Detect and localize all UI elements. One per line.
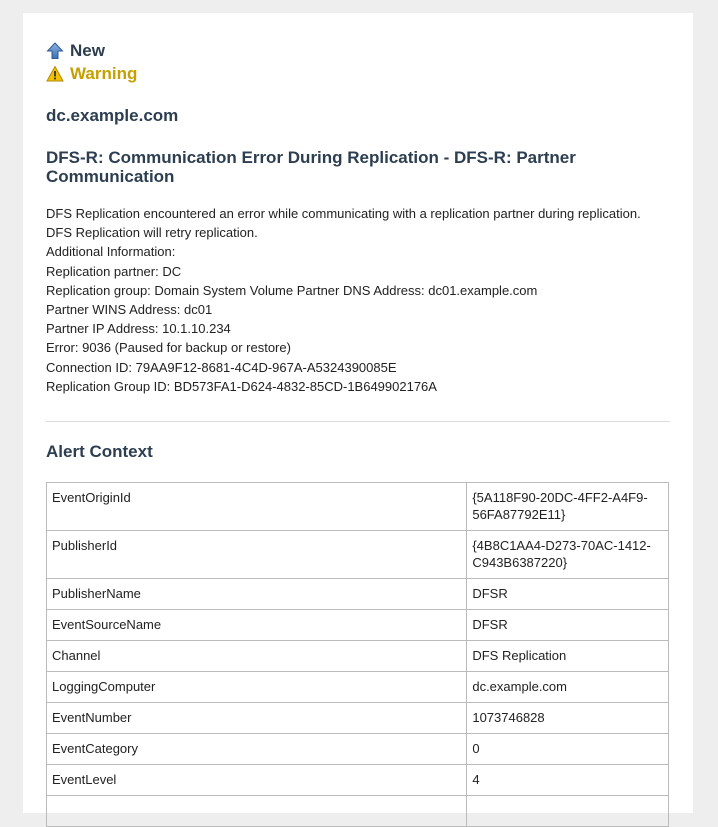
context-key: PublisherId	[47, 531, 467, 579]
context-key: Channel	[47, 641, 467, 672]
alert-description	[46, 204, 670, 396]
description-line: Replication partner: DC	[46, 263, 182, 279]
table-row	[47, 610, 669, 641]
context-key: EventOriginId	[47, 483, 467, 531]
context-key: EventNumber	[47, 703, 467, 734]
description-line: DFS Replication will retry replication.	[46, 225, 258, 241]
context-value: 0	[467, 734, 669, 765]
table-row	[47, 672, 669, 703]
table-row	[47, 796, 669, 827]
alert-title: DFS-R: Communication Error During Replication - DFS-R: Partner Communication	[46, 148, 576, 186]
description-line: Connection ID: 79AA9F12-8681-4C4D-967A-A5324390085E	[46, 359, 397, 375]
table-row	[47, 703, 669, 734]
context-key: LoggingComputer	[47, 672, 467, 703]
context-value: 4	[467, 765, 669, 796]
description-line: Replication Group ID: BD573FA1-D624-4832-85CD-1B649902176A	[46, 378, 437, 394]
description-line: Error: 9036 (Paused for backup or restore)	[46, 340, 291, 356]
table-row	[47, 579, 669, 610]
context-value: {4B8C1AA4-D273-70AC-1412-C943B6387220}	[467, 531, 669, 579]
context-value: dc.example.com	[467, 672, 669, 703]
status-new	[46, 40, 670, 62]
table-row	[47, 531, 669, 579]
status-warning-label: Warning	[70, 64, 138, 83]
context-value: DFSR	[467, 579, 669, 610]
alert-card	[23, 13, 693, 813]
context-key: EventCategory	[47, 734, 467, 765]
description-line: Partner IP Address: 10.1.10.234	[46, 321, 231, 337]
up-arrow-icon	[46, 42, 64, 60]
status-new-label: New	[70, 41, 105, 60]
description-line: Replication group: Domain System Volume Partner DNS Address: dc01.example.com	[46, 282, 538, 298]
context-value: {5A118F90-20DC-4FF2-A4F9-56FA87792E11}	[467, 483, 669, 531]
table-row	[47, 734, 669, 765]
context-key: PublisherName	[47, 579, 467, 610]
warning-triangle-icon	[46, 65, 64, 83]
table-row	[47, 483, 669, 531]
context-value: 1073746828	[467, 703, 669, 734]
description-line: Partner WINS Address: dc01	[46, 302, 213, 318]
section-divider	[46, 421, 670, 422]
table-row	[47, 641, 669, 672]
context-key	[47, 796, 467, 827]
context-value	[467, 796, 669, 827]
context-key: EventLevel	[47, 765, 467, 796]
context-value: DFSR	[467, 610, 669, 641]
description-line: DFS Replication encountered an error while communicating with a replication partner during replication.	[46, 206, 641, 221]
status-warning	[46, 63, 670, 85]
context-value: DFS Replication	[467, 641, 669, 672]
alert-context-table	[46, 482, 669, 827]
description-line: Additional Information:	[46, 244, 176, 260]
host-name: dc.example.com	[46, 106, 179, 125]
context-key: EventSourceName	[47, 610, 467, 641]
table-row	[47, 765, 669, 796]
alert-context-title: Alert Context	[46, 442, 153, 462]
